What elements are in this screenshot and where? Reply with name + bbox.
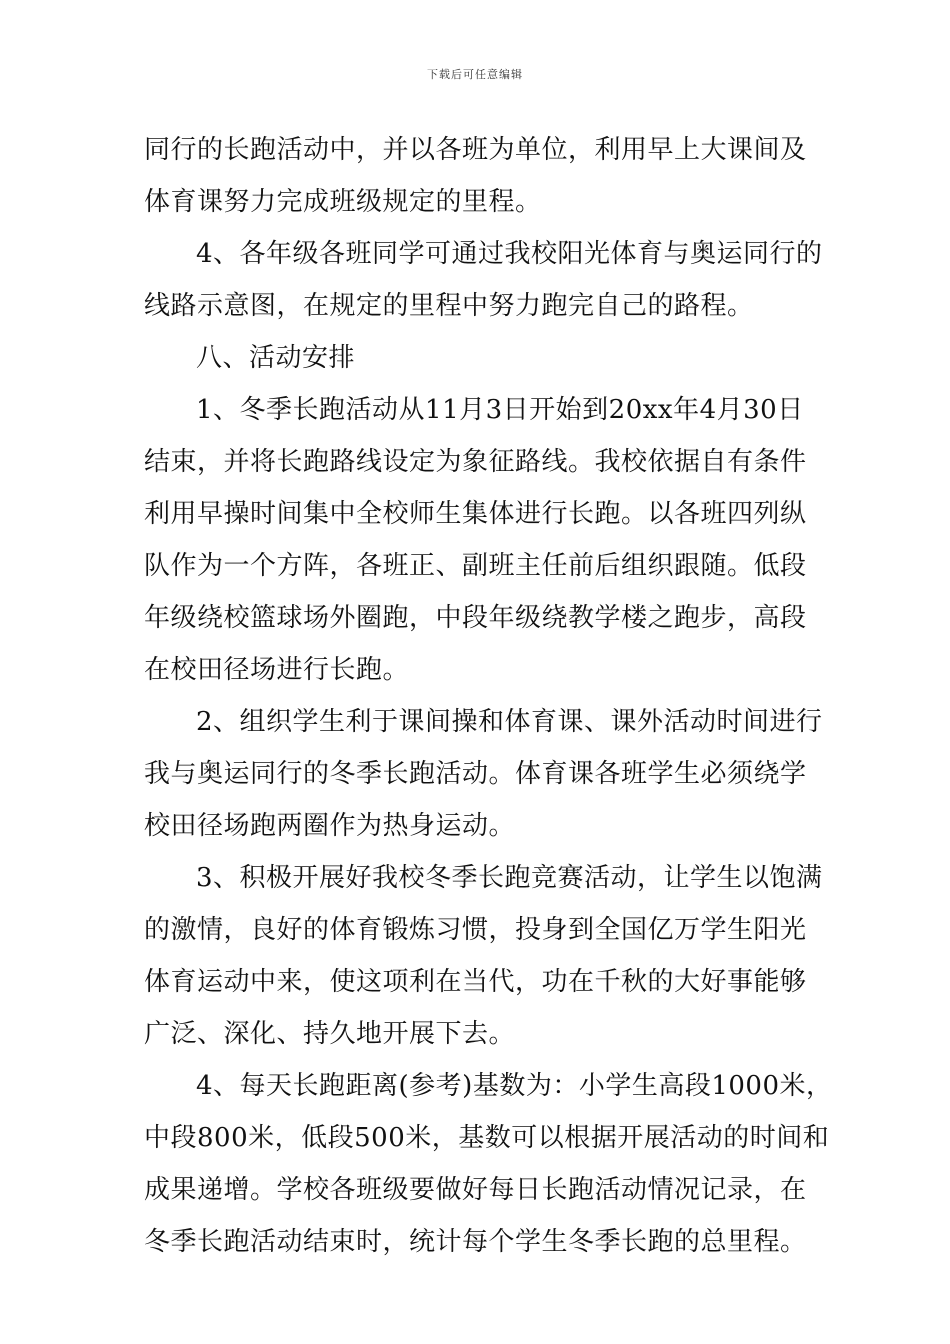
text-line: 体育课努力完成班级规定的里程。 <box>144 187 542 217</box>
section-heading: 八、活动安排 <box>196 343 356 373</box>
text-line: 年级绕校篮球场外圈跑，中段年级绕教学楼之跑步，高段 <box>144 603 807 633</box>
text-line: 4、各年级各班同学可通过我校阳光体育与奥运同行的 <box>196 239 823 269</box>
text-line: 结束，并将长跑路线设定为象征路线。我校依据自有条件 <box>144 447 807 477</box>
text-line: 成果递增。学校各班级要做好每日长跑活动情况记录，在 <box>144 1175 807 1205</box>
text-line: 校田径场跑两圈作为热身运动。 <box>144 811 516 841</box>
text-line: 冬季长跑活动结束时，统计每个学生冬季长跑的总里程。 <box>144 1227 807 1257</box>
text-line: 队作为一个方阵，各班正、副班主任前后组织跟随。低段 <box>144 551 807 581</box>
text-line: 3、积极开展好我校冬季长跑竞赛活动，让学生以饱满 <box>196 863 823 893</box>
text-line: 利用早操时间集中全校师生集体进行长跑。以各班四列纵 <box>144 499 807 529</box>
text-line: 线路示意图，在规定的里程中努力跑完自己的路程。 <box>144 291 754 321</box>
text-line: 4、每天长跑距离(参考)基数为：小学生高段1000米， <box>196 1071 833 1101</box>
text-line: 2、组织学生利于课间操和体育课、课外活动时间进行 <box>196 707 823 737</box>
text-line: 的激情，良好的体育锻炼习惯，投身到全国亿万学生阳光 <box>144 915 807 945</box>
text-line: 1、冬季长跑活动从11月3日开始到20xx年4月30日 <box>196 395 804 425</box>
text-line: 广泛、深化、持久地开展下去。 <box>144 1019 516 1049</box>
text-line: 同行的长跑活动中，并以各班为单位，利用早上大课间及 <box>144 135 807 165</box>
header-note: 下载后可任意编辑 <box>427 68 523 81</box>
text-line: 我与奥运同行的冬季长跑活动。体育课各班学生必须绕学 <box>144 759 807 789</box>
text-line: 在校田径场进行长跑。 <box>144 655 410 685</box>
body-text <box>144 124 833 1268</box>
text-line: 中段800米，低段500米，基数可以根据开展活动的时间和 <box>144 1123 830 1153</box>
text-line: 体育运动中来，使这项利在当代，功在千秋的大好事能够 <box>144 967 807 997</box>
